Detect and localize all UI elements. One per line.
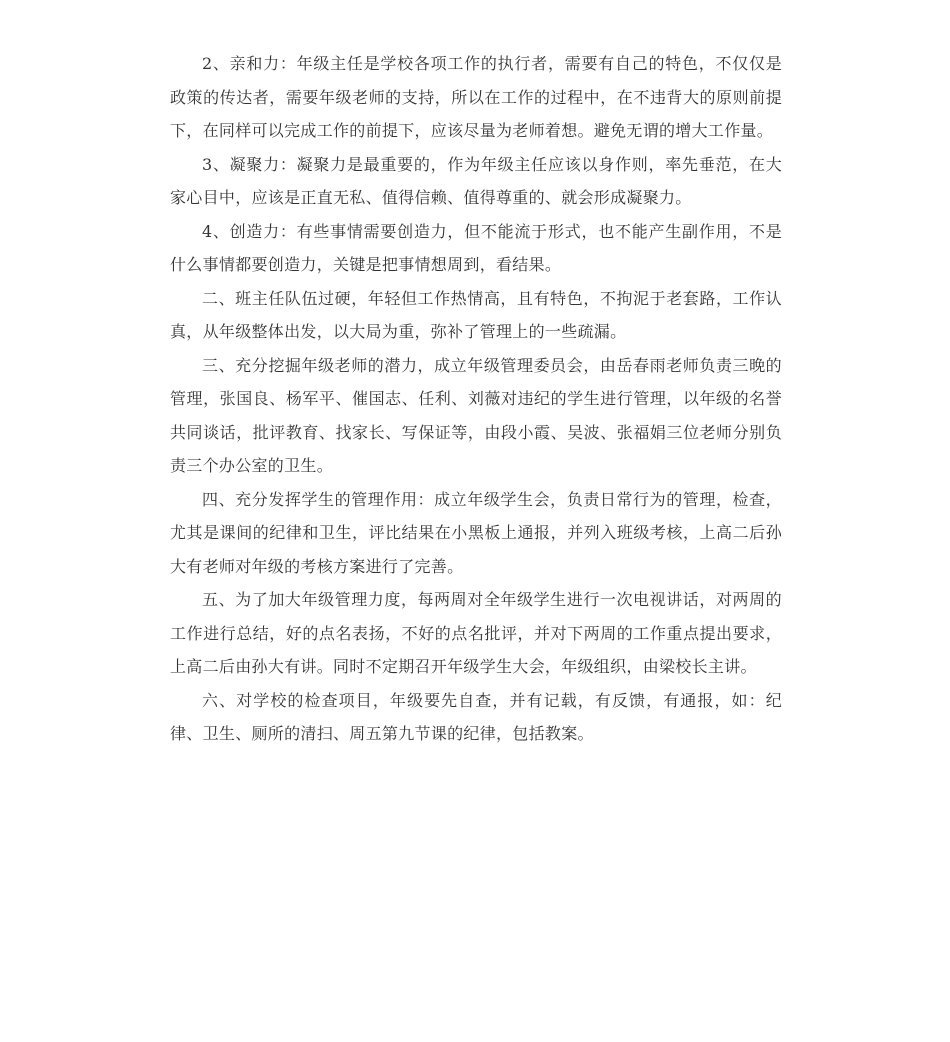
paragraph-tv-talks: 五、为了加大年级管理力度，每两周对全年级学生进行一次电视讲话，对两周的工作进行总结，好的点名表扬，不好的点名批评，并对下两周的工作重点提出要求，上高二后由孙大有讲。同时不定期召开年级学生大会，年级组织，由梁校长主讲。 [170,590,782,676]
paragraph-creativity: 4、创造力：有些事情需要创造力，但不能流于形式，也不能产生副作用，不是什么事情都要创造力，关键是把事情想周到，看结果。 [170,221,782,274]
paragraph-cohesion: 3、凝聚力：凝聚力是最重要的，作为年级主任应该以身作则，率先垂范，在大家心目中，应该是正直无私、值得信赖、值得尊重的、就会形成凝聚力。 [170,154,782,207]
paragraph-self-inspection: 六、对学校的检查项目，年级要先自查，并有记载，有反馈，有通报，如：纪律、卫生、厕所的清扫、周五第九节课的纪律，包括教案。 [170,690,782,743]
paragraph-student-council: 四、充分发挥学生的管理作用：成立年级学生会，负责日常行为的管理，检查，尤其是课间的纪律和卫生，评比结果在小黑板上通报，并列入班级考核，上高二后孙大有老师对年级的考核方案进行了完善。 [170,489,782,576]
document-body [170,47,782,751]
paragraph-affinity: 2、亲和力：年级主任是学校各项工作的执行者，需要有自己的特色，不仅仅是政策的传达者，需要年级老师的支持，所以在工作的过程中，在不违背大的原则前提下，在同样可以完成工作的前提下，应该尽量为老师着想。避免无谓的增大工作量。 [170,54,782,140]
paragraph-head-teachers: 二、班主任队伍过硬，年轻但工作热情高，且有特色，不拘泥于老套路，工作认真，从年级整体出发，以大局为重，弥补了管理上的一些疏漏。 [170,288,782,341]
paragraph-management-committee: 三、充分挖掘年级老师的潜力，成立年级管理委员会，由岳春雨老师负责三晚的管理，张国良、杨军平、催国志、任利、刘薇对违纪的学生进行管理，以年级的名誉共同谈话，批评教育、找家长、写保证等，由段小霞、吴波、张福娟三位老师分别负责三个办公室的卫生。 [170,355,782,475]
